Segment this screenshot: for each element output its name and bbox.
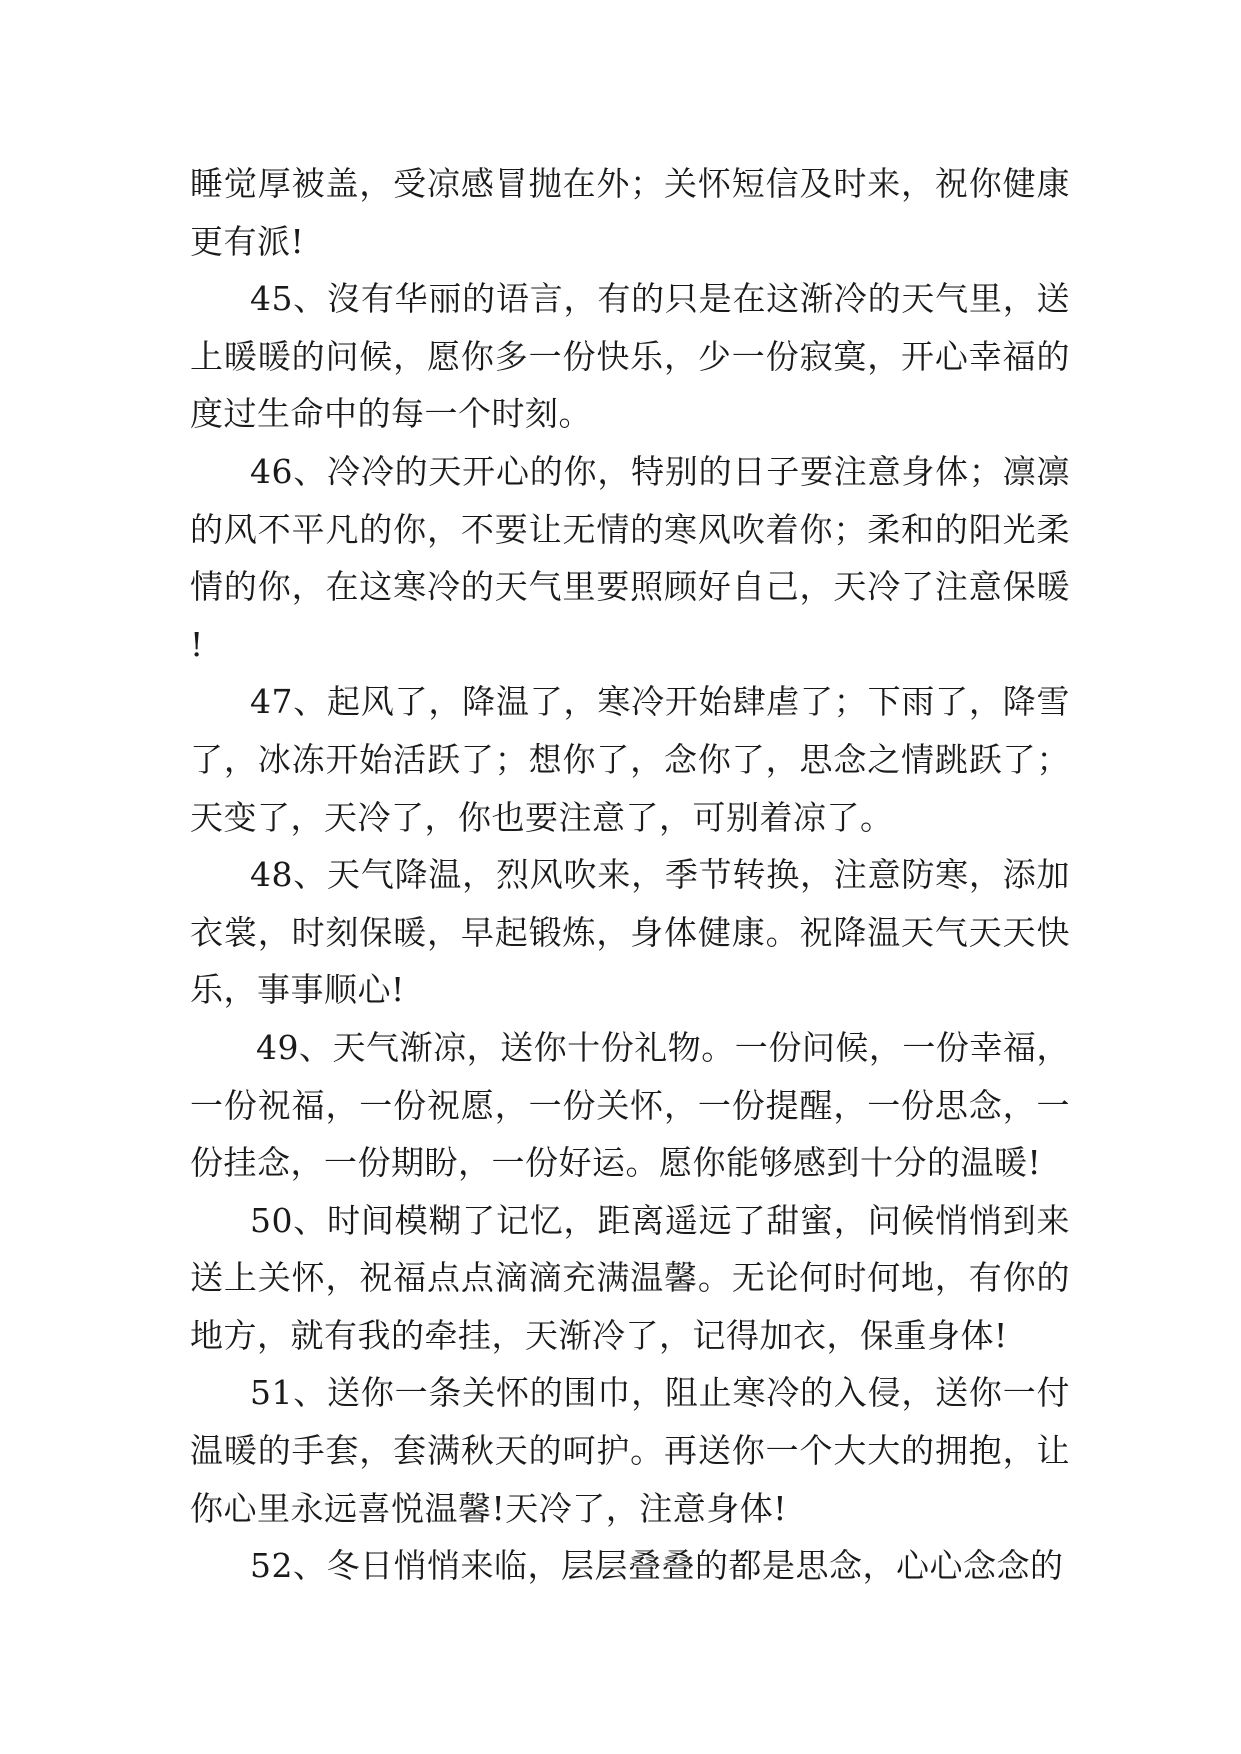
paragraph-46: 46、冷冷的天开心的你，特别的日子要注意身体；凛凛的风不平凡的你，不要让无情的寒风吹着你；柔和的阳光柔情的你，在这寒冷的天气里要照顾好自己，天冷了注意保暖! xyxy=(190,451,1070,664)
paragraph-45: 45、沒有华丽的语言，有的只是在这渐冷的天气里，送上暖暖的问候，愿你多一份快乐，少一份寂寞，开心幸福的度过生命中的每一个时刻。 xyxy=(190,279,1070,434)
document-body xyxy=(190,155,1070,1595)
paragraph-48: 48、天气降温，烈风吹来，季节转换，注意防寒，添加衣裳，时刻保暖，早起锻炼，身体健康。祝降温天气天天快乐，事事顺心! xyxy=(190,855,1070,1010)
paragraph-51: 51、送你一条关怀的围巾，阻止寒冷的入侵，送你一付温暖的手套，套满秋天的呵护。再送你一个大大的拥抱，让你心里永远喜悦温馨!天冷了，注意身体! xyxy=(190,1373,1070,1528)
paragraph-continued: 睡觉厚被盖，受凉感冒抛在外；关怀短信及时来，祝你健康更有派! xyxy=(190,164,1070,261)
paragraph-52: 52、冬日悄悄来临，层层叠叠的都是思念，心心念念的 xyxy=(250,1546,1064,1586)
paragraph-49: 49、天气渐凉，送你十份礼物。一份问候，一份幸福，一份祝福，一份祝愿，一份关怀，一份提醒，一份思念，一份挂念，一份期盼，一份好运。愿你能够感到十分的温暖! xyxy=(190,1027,1070,1183)
paragraph-47: 47、起风了，降温了，寒冷开始肆虐了；下雨了，降雪了，冰冻开始活跃了；想你了，念你了，思念之情跳跃了；天变了，天冷了，你也要注意了，可别着凉了。 xyxy=(190,682,1070,837)
paragraph-50: 50、时间模糊了记忆，距离遥远了甜蜜，问候悄悄到来送上关怀，祝福点点滴滴充满温馨。无论何时何地，有你的地方，就有我的牵挂，天渐冷了，记得加衣，保重身体! xyxy=(190,1200,1070,1355)
